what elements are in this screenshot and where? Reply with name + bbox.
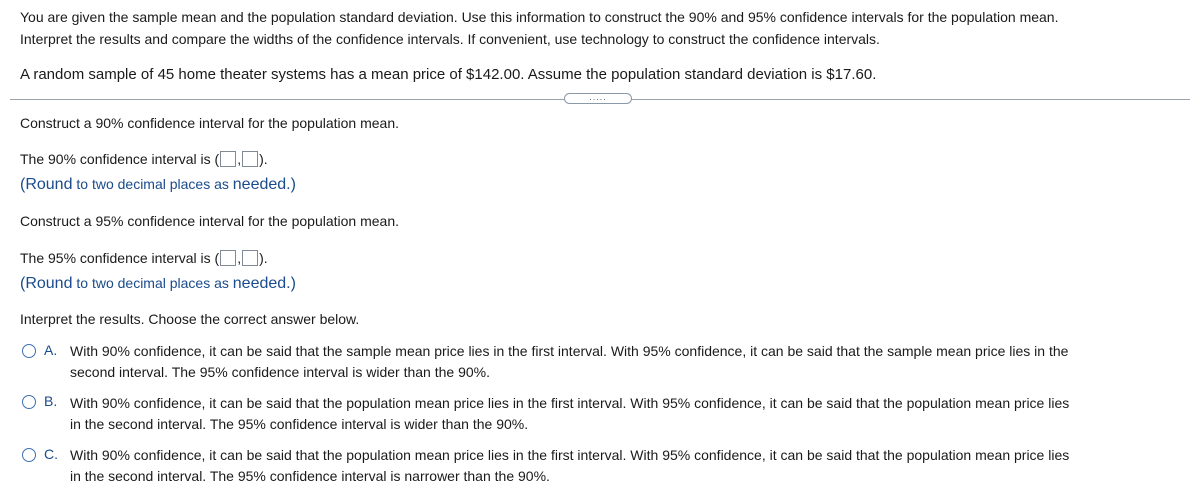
option-c-letter: C. (44, 446, 58, 462)
part2-hint-middle: to two decimal places as (72, 275, 233, 291)
option-a-text (70, 341, 1180, 383)
part1-separator: , (237, 151, 242, 167)
problem-statement: A random sample of 45 home theater systems has a mean price of $142.00. Assume the population standard deviation is $17.60. (20, 66, 877, 83)
part2-answer-prefix: The 95% confidence interval is ( (20, 250, 220, 266)
option-b-line1: With 90% confidence, it can be said that the population mean price lies in the first interval. With 95% confidence, it can be said that the population mean price lies (70, 395, 1070, 411)
option-a-letter: A. (44, 342, 58, 358)
problem-intro-line1: You are given the sample mean and the population standard deviation. Use this information to construct the 90% and 95% confidence intervals for the population mean. (20, 9, 1059, 25)
option-b-radio[interactable] (22, 395, 36, 409)
part1-rounding-hint (20, 176, 296, 194)
part2-separator: , (237, 250, 242, 266)
expand-button[interactable]: ..... (564, 93, 632, 104)
option-c-line1: With 90% confidence, it can be said that the population mean price lies in the first interval. With 95% confidence, it can be said that the population mean price lies (70, 447, 1070, 463)
part3-prompt: Interpret the results. Choose the correct answer below. (20, 311, 360, 327)
part2-rounding-hint (20, 275, 296, 293)
part1-answer-prefix: The 90% confidence interval is ( (20, 151, 220, 167)
option-b-line2: in the second interval. The 95% confidence interval is wider than the 90%. (70, 416, 529, 432)
part1-answer-suffix: ). (259, 151, 268, 167)
option-a-line2: second interval. The 95% confidence interval is wider than the 90%. (70, 364, 490, 380)
part1-prompt: Construct a 90% confidence interval for the population mean. (20, 115, 400, 131)
option-c-radio[interactable] (22, 448, 36, 462)
option-c-text (70, 445, 1180, 487)
part2-answer-row (20, 250, 268, 266)
part1-hint-open: (Round (20, 176, 73, 193)
part2-upper-bound-input[interactable] (242, 250, 258, 266)
problem-intro-line2: Interpret the results and compare the widths of the confidence intervals. If convenient, use technology to construct the confidence intervals. (20, 31, 880, 47)
part1-answer-row (20, 151, 268, 167)
part2-answer-suffix: ). (259, 250, 268, 266)
part1-upper-bound-input[interactable] (242, 151, 258, 167)
part2-hint-close: needed.) (232, 275, 296, 292)
option-b-letter: B. (44, 393, 58, 409)
part2-hint-open: (Round (20, 275, 73, 292)
option-a-line1: With 90% confidence, it can be said that the sample mean price lies in the first interval. With 95% confidence, it can be said that the sample mean price lies in the (70, 343, 1069, 359)
part2-lower-bound-input[interactable] (220, 250, 236, 266)
part2-prompt: Construct a 95% confidence interval for the population mean. (20, 213, 400, 229)
part1-lower-bound-input[interactable] (220, 151, 236, 167)
option-c-line2: in the second interval. The 95% confidence interval is narrower than the 90%. (70, 468, 550, 484)
part1-hint-close: needed.) (232, 176, 296, 193)
option-a-radio[interactable] (22, 344, 36, 358)
option-b-text (70, 393, 1180, 435)
part1-hint-middle: to two decimal places as (72, 176, 233, 192)
